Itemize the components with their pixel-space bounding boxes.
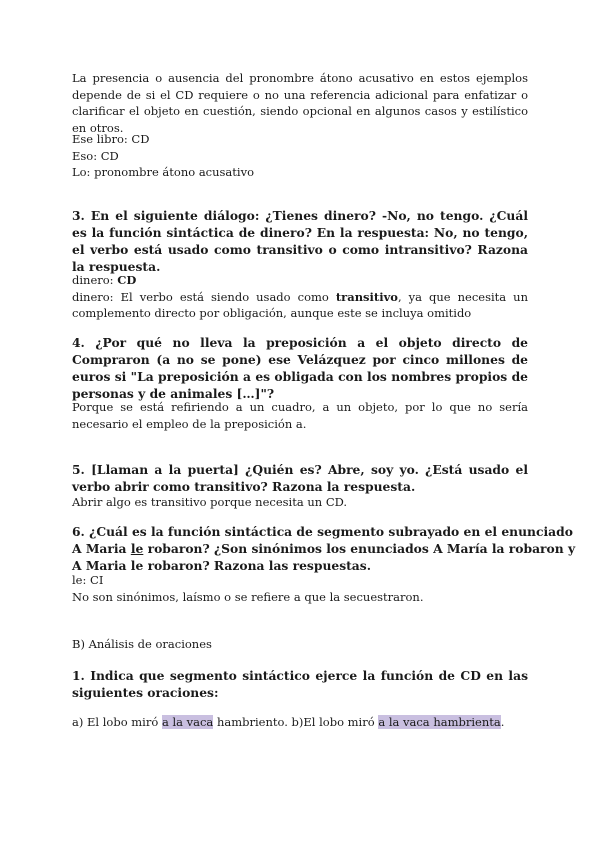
answer-6 [72,572,528,605]
intro-examples [72,131,528,181]
answer-3-function [72,272,528,289]
question-4: 4. ¿Por qué no lleva la preposición a el objeto directo de Compraron (a no se pone) ese Velázquez por cinco millones de euros si "La preposición a es obligada con los nombres propios de personas y de animales […]"? [72,335,528,401]
answer-4: Porque se está refiriendo a un cuadro, a un objeto, por lo que no sería necesario el empleo de la preposición a. [72,400,528,431]
answer-3 [72,272,528,322]
answer-value: CD [117,273,137,287]
q6-line2-post: robaron? ¿Son sinónimos los enunciados A María la robaron y [143,541,576,556]
question-6-line: 6. ¿Cuál es la función sintáctica de segmento subrayado en el enunciado [72,524,573,539]
example-a-highlight: a la vaca [161,715,214,729]
explanation-pre: dinero: El verbo está siendo usado como [72,289,336,304]
question-3: 3. En el siguiente diálogo: ¿Tienes dinero? -No, no tengo. ¿Cuál es la función sintáctica de dinero? En la respuesta: No, no tengo, el verbo está usado como transitivo o como intransitivo? Razona la respuesta. [72,208,528,274]
intro-line: Eso: CD [72,148,119,163]
examples-line [72,714,528,731]
example-b-post: . [500,715,505,729]
answer-6-line: No son sinónimos, laísmo o se refiere a que la secuestraron. [72,589,424,604]
example-a-pre: a) El lobo miró [72,715,162,729]
explanation-post: , ya que necesita un complemento directo por obligación, aunque este se incluya omitido [72,289,528,320]
question-6-line [72,540,576,557]
intro-paragraph: La presencia o ausencia del pronombre átono acusativo en estos ejemplos depende de si el CD requiere o no una referencia adicional para enfatizar o clarificar el objeto en cuestión, siendo opcional en algunos casos y estilístico en otros. [72,71,528,135]
answer-5: Abrir algo es transitivo porque necesita un CD. [72,495,348,509]
question-6 [72,523,576,574]
answer-3-explanation [72,290,528,321]
question-6-line: A Maria le robaron? Razona las respuestas. [72,558,371,573]
section-b-question: 1. Indica que segmento sintáctico ejerce la función de CD en las siguientes oraciones: [72,668,528,700]
section-b-examples [72,714,528,731]
underlined-segment: le [130,541,144,556]
intro-line: Lo: pronombre átono acusativo [72,165,254,179]
answer-6-line: le: CI [72,573,104,587]
question-5: 5. [Llaman a la puerta] ¿Quién es? Abre, soy yo. ¿Está usado el verbo abrir como transitivo? Razona la respuesta. [72,462,528,494]
example-a-post: hambriento. [213,715,292,729]
q6-line2-pre: A Maria [72,541,131,556]
section-b-heading: B) Análisis de oraciones [72,637,212,651]
example-b-highlight: a la vaca hambrienta [378,715,501,729]
example-b-pre: b)El lobo miró [291,715,379,729]
answer-label: dinero: [72,273,118,287]
explanation-bold: transitivo [335,289,398,304]
intro-line: Ese libro: CD [72,132,150,146]
